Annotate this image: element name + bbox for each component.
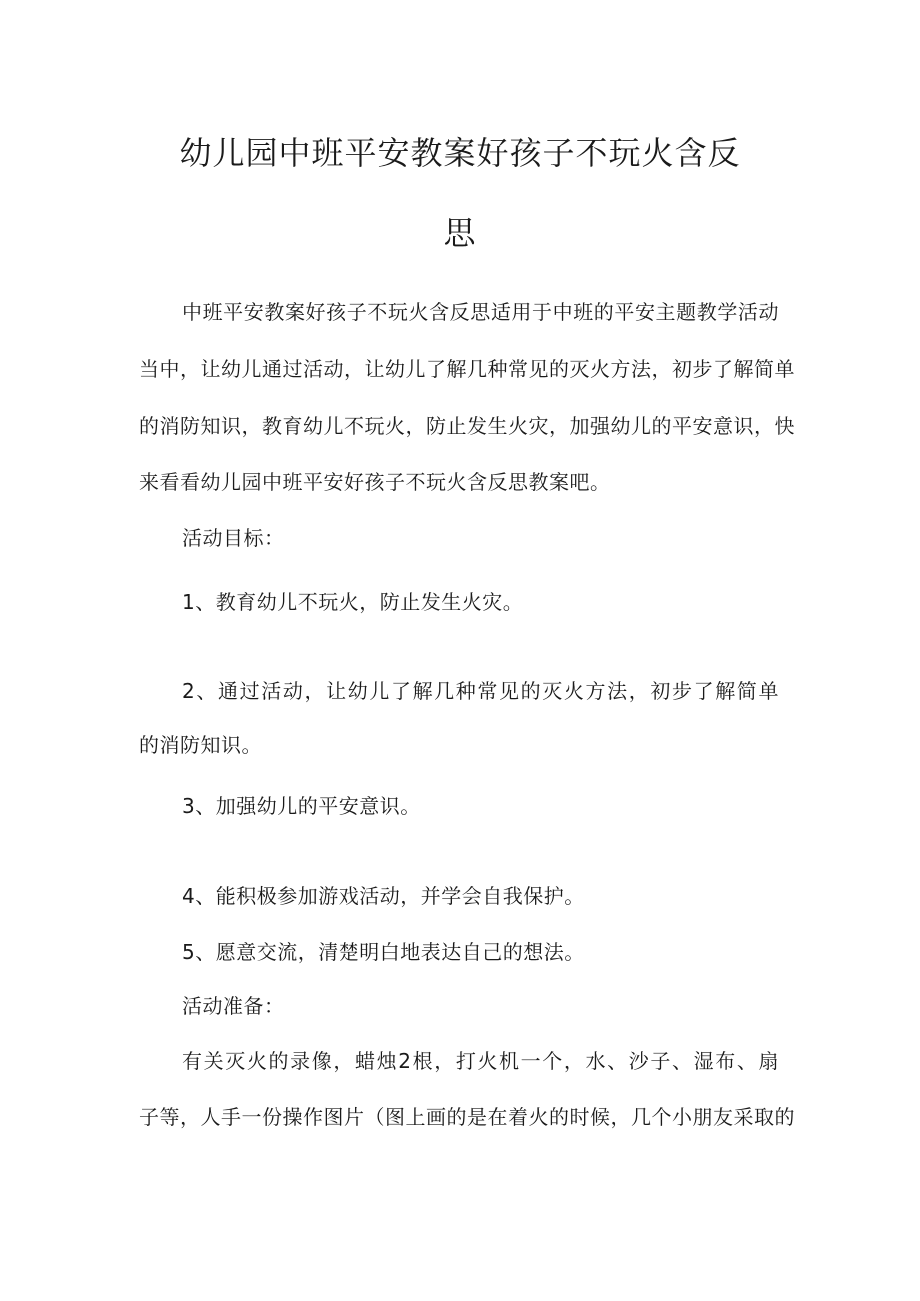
goal-number: 3 [182, 794, 196, 818]
goal-item-4 [182, 880, 585, 909]
goal-item-2-continued: 的消防知识。 [139, 733, 262, 757]
goal-text: 、教育幼儿不玩火，防止发生火灾。 [195, 590, 524, 614]
intro-line-1: 中班平安教案好孩子不玩火含反思适用于中班的平安主题教学活动 [182, 300, 779, 324]
goal-text: 、通过活动，让幼儿了解几种常见的灭火方法，初步了解简单 [195, 679, 779, 703]
goal-number: 2 [182, 679, 196, 703]
prep-text-a: 有关灭火的录像，蜡烛 [182, 1049, 399, 1073]
intro-line-2: 当中，让幼儿通过活动，让幼儿了解几种常见的灭火方法，初步了解简单 [139, 357, 795, 381]
goal-number: 1 [182, 590, 196, 614]
goal-number: 5 [182, 940, 196, 964]
intro-line-4: 来看看幼儿园中班平安好孩子不玩火含反思教案吧。 [139, 470, 611, 494]
prep-number: 2 [398, 1049, 412, 1073]
prep-heading: 活动准备： [182, 994, 285, 1018]
goal-text: 、能积极参加游戏活动，并学会自我保护。 [195, 884, 585, 908]
prep-line-1 [182, 1045, 779, 1074]
document-title-line-1: 幼儿园中班平安教案好孩子不玩火含反 [179, 134, 741, 172]
document-title-line-2: 思 [443, 214, 477, 252]
goal-text: 、加强幼儿的平安意识。 [195, 794, 421, 818]
goals-heading: 活动目标： [182, 526, 285, 550]
prep-line-2: 子等，人手一份操作图片（图上画的是在着火的时候，几个小朋友采取的 [139, 1105, 795, 1129]
goal-number: 4 [182, 884, 196, 908]
intro-line-3: 的消防知识，教育幼儿不玩火，防止发生火灾，加强幼儿的平安意识，快 [139, 414, 795, 438]
prep-text-b: 根，打火机一个，水、沙子、湿布、扇 [411, 1049, 780, 1073]
goal-item-5 [182, 936, 585, 965]
goal-item-1 [182, 586, 523, 615]
goal-item-2 [182, 675, 779, 704]
goal-item-3 [182, 790, 421, 819]
goal-text: 、愿意交流，清楚明白地表达自己的想法。 [195, 940, 585, 964]
